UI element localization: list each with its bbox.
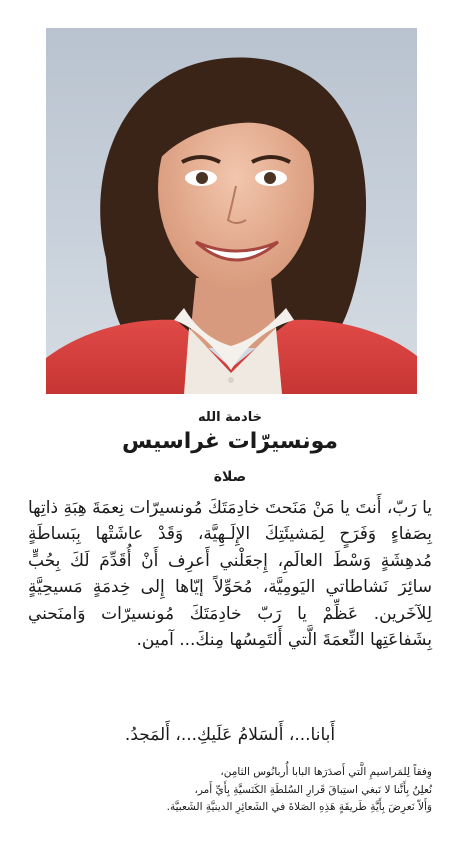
footnote-line: نُعلِنُ بِأَنَّنا لا نَبغي استِباقَ قَرارِ السُلطَةِ الكَنَسيَّةِ بِأَيِّ أَمر، bbox=[194, 783, 432, 796]
doxology-line: أَبانا...، أَلسَلامُ عَلَيكِ...، أَلمَجدُ. bbox=[124, 725, 336, 745]
subtitle: خادمة الله bbox=[198, 410, 262, 425]
footnotes bbox=[28, 764, 432, 817]
prayer-text: يا رَبّ، أَنتَ يا مَنْ مَنَحتَ خادِمَتَكَ مُونسيرّات نِعمَةَ هِبَةِ ذاتِها بِصَفاءٍ وَفَرَحٍ لِمَشيئَتِكَ الإِلَـهِيَّة، وَقَدْ عاشَتْها بِبَساطَةٍ مُدهِشَةٍ وَسْطَ العالَمِ، إِجعَلْني أَعرِف أَنْ أُقَدِّمَ لَكَ بِحُبٍّ سائِرَ نَشاطاتي اليَومِيَّة، مُحَوِّلاً إيّاها إِلى خِدمَةٍ مَسيحِيَّةٍ لِلآخَرين. عَظِّمْ يا رَبّ خادِمَتَكَ مُونسيرّات وَامنَحني بِشَفاعَتِها النِّعمَةَ الَّتي أَلتَمِسُها مِنكَ... آمين. bbox=[28, 498, 432, 651]
portrait-icon bbox=[46, 28, 417, 394]
portrait-photo bbox=[46, 28, 417, 394]
page-title: مونسيرّات غراسيس bbox=[121, 429, 338, 454]
footnote-line: وَأَلاّ نَعرِضَ بِأَيَّةِ طَريقَةٍ هَذِهِ الصَلاةَ في الشَعائِرِ الدينيَّةِ الشَعبيَّة. bbox=[166, 801, 432, 813]
prayer-heading: صلاة bbox=[213, 469, 247, 485]
footnote-line: وِفقاً لِلمَراسيمِ الَّتي أَصدَرَها البابا أُربانُوس الثامِن، bbox=[220, 766, 432, 778]
